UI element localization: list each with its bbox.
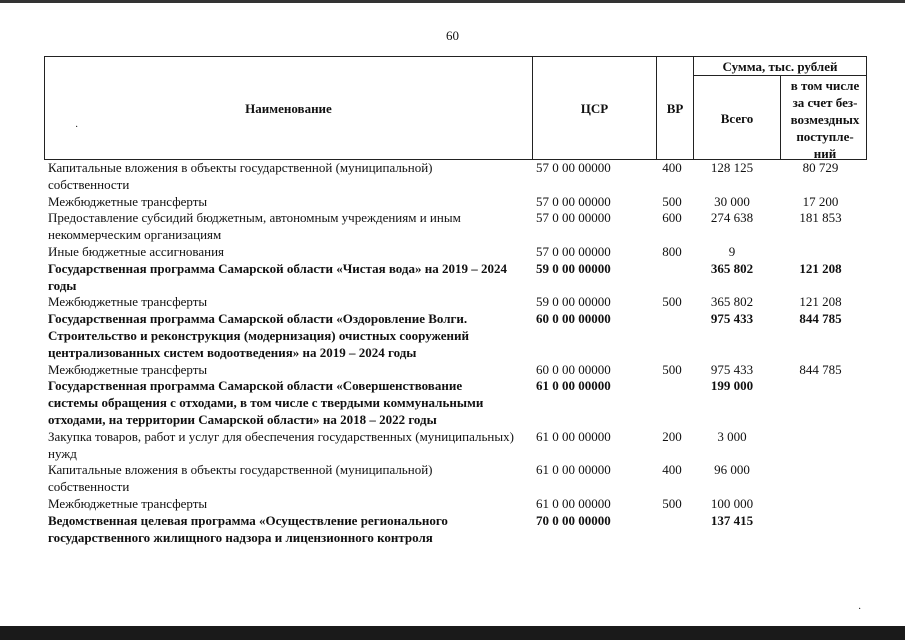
speck-mark: · — [858, 604, 862, 615]
row-extra: 121 208 — [799, 294, 842, 310]
row-extra: 121 208 — [799, 260, 842, 276]
row-vr: 500 — [662, 495, 682, 511]
row-vr: 500 — [662, 361, 682, 377]
page-number: 60 — [446, 28, 459, 43]
row-total: 365 802 — [710, 294, 754, 310]
header-extra: в том числе за счет без-возмездных поступле-ний — [790, 78, 860, 161]
row-name: Государственная программа Самарской области «Оздоровление Волги. Строительство и реконструкция (модернизация) очистных сооружений централизованных систем водоотведения» на 2019 – 2024 годы — [48, 311, 470, 360]
header-divider — [693, 75, 866, 76]
budget-table — [44, 56, 867, 546]
bottom-scan-border — [0, 626, 905, 640]
row-name: Капитальные вложения в объекты государственной (муниципальной) собственности — [48, 462, 433, 495]
header-vr: ВР — [666, 101, 684, 116]
row-csr: 70 0 00 00000 — [536, 512, 611, 528]
row-vr: 400 — [662, 160, 682, 175]
table-row — [44, 294, 867, 311]
header-csr: ЦСР — [580, 101, 609, 116]
row-vr: 500 — [662, 294, 682, 310]
row-total: 96 000 — [714, 462, 750, 478]
row-total: 9 — [728, 243, 736, 259]
top-border-line — [0, 0, 905, 3]
header-name: Наименование — [245, 101, 332, 116]
row-vr — [654, 513, 690, 547]
row-extra: 844 785 — [799, 361, 842, 377]
row-csr: 61 0 00 00000 — [536, 462, 611, 478]
row-extra: 181 853 — [799, 210, 842, 226]
table-body — [44, 160, 867, 546]
row-csr: 57 0 00 00000 — [536, 210, 611, 226]
row-name: Иные бюджетные ассигнования — [48, 243, 225, 259]
row-extra: 844 785 — [799, 311, 842, 327]
table-row — [44, 462, 867, 496]
row-total: 199 000 — [710, 378, 754, 394]
row-vr: 800 — [662, 243, 682, 259]
row-name: Предоставление субсидий бюджетным, автономным учреждениям и иным некоммерческим организациям — [48, 210, 461, 243]
speck-mark: · — [75, 122, 79, 133]
row-name: Государственная программа Самарской области «Чистая вода» на 2019 – 2024 годы — [48, 260, 507, 293]
row-name: Закупка товаров, работ и услуг для обеспечения государственных (муниципальных) нужд — [48, 428, 514, 461]
table-row — [44, 194, 867, 211]
row-csr: 57 0 00 00000 — [536, 160, 611, 175]
table-row — [44, 362, 867, 379]
row-csr: 61 0 00 00000 — [536, 378, 611, 394]
table-row — [44, 160, 867, 194]
row-extra: 80 729 — [802, 160, 839, 175]
row-extra — [774, 496, 867, 513]
row-extra: 17 200 — [802, 193, 839, 209]
row-extra — [774, 429, 867, 463]
row-csr: 61 0 00 00000 — [536, 495, 611, 511]
table-row — [44, 378, 867, 428]
row-csr: 59 0 00 00000 — [536, 294, 611, 310]
table-row — [44, 244, 867, 261]
row-csr: 57 0 00 00000 — [536, 193, 611, 209]
row-total: 100 000 — [710, 495, 754, 511]
row-vr — [654, 378, 690, 428]
table-row — [44, 311, 867, 361]
row-name: Межбюджетные трансферты — [48, 495, 208, 511]
row-total: 137 415 — [710, 512, 754, 528]
row-csr: 59 0 00 00000 — [536, 260, 611, 276]
table-row — [44, 261, 867, 295]
row-total: 128 125 — [710, 160, 754, 175]
row-vr: 600 — [662, 210, 682, 226]
row-name: Капитальные вложения в объекты государственной (муниципальной) собственности — [48, 160, 433, 192]
table-row — [44, 210, 867, 244]
row-total: 975 433 — [710, 361, 754, 377]
row-csr: 60 0 00 00000 — [536, 361, 611, 377]
table-row — [44, 496, 867, 513]
row-total: 274 638 — [710, 210, 754, 226]
row-vr — [654, 311, 690, 361]
row-extra — [774, 513, 867, 547]
row-name: Ведомственная целевая программа «Осуществление регионального государственного жилищного надзора и лицензионного контроля — [48, 512, 448, 545]
row-total: 30 000 — [714, 193, 750, 209]
row-csr: 61 0 00 00000 — [536, 428, 611, 444]
row-total: 3 000 — [717, 428, 747, 444]
row-name: Межбюджетные трансферты — [48, 361, 208, 377]
row-vr: 500 — [662, 193, 682, 209]
row-csr: 57 0 00 00000 — [536, 243, 611, 259]
row-name: Межбюджетные трансферты — [48, 193, 208, 209]
header-divider — [780, 75, 781, 159]
table-row — [44, 429, 867, 463]
row-total: 365 802 — [710, 260, 754, 276]
row-vr: 400 — [662, 462, 682, 478]
table-header — [44, 56, 867, 160]
row-name: Межбюджетные трансферты — [48, 294, 208, 310]
header-sum-group: Сумма, тыс. рублей — [722, 59, 838, 74]
row-total: 975 433 — [710, 311, 754, 327]
row-name: Государственная программа Самарской области «Совершенствование системы обращения с отходами, в том числе с твердыми коммунальными отходами, на территории Самарской области» на 2018 – 2022 годы — [48, 378, 484, 427]
header-total: Всего — [720, 111, 754, 126]
row-extra — [774, 462, 867, 496]
row-csr: 60 0 00 00000 — [536, 311, 611, 327]
table-row — [44, 513, 867, 547]
row-vr — [654, 261, 690, 295]
row-extra — [774, 378, 867, 428]
row-vr: 200 — [662, 428, 682, 444]
row-extra — [774, 244, 867, 261]
